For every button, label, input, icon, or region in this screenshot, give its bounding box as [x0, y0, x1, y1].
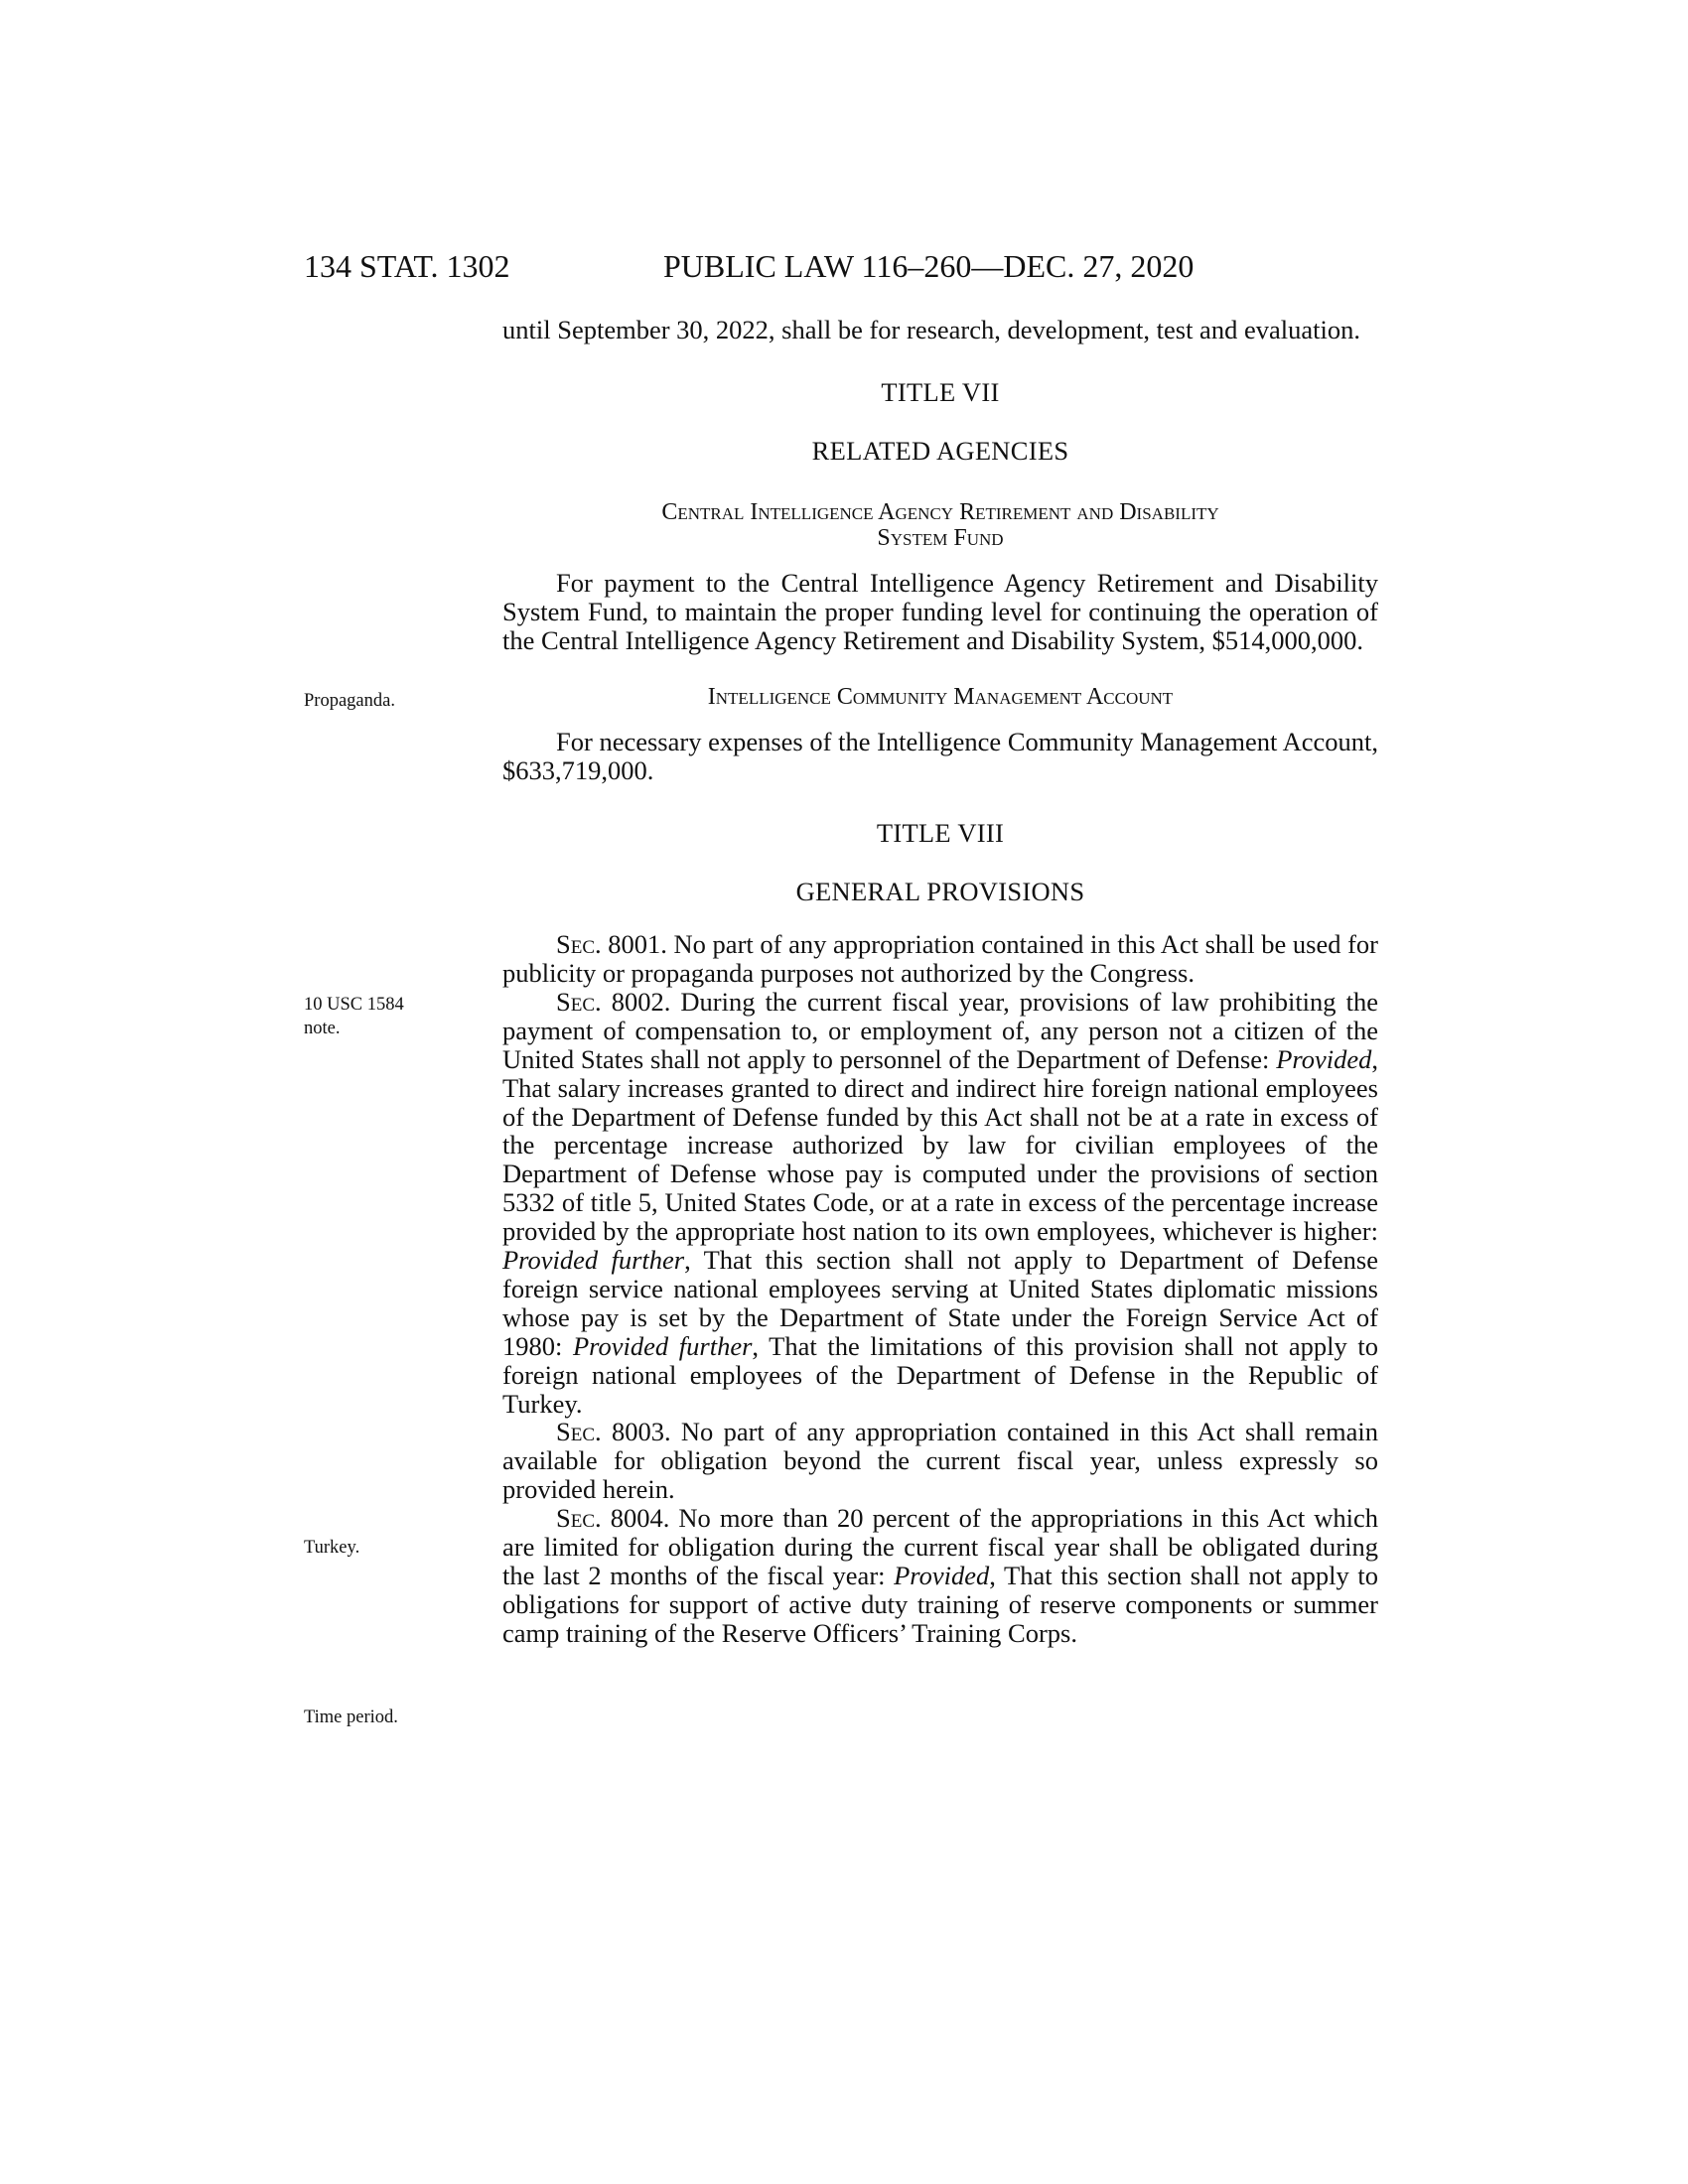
general-provisions-sections: [502, 930, 1378, 1648]
intro-paragraph: until September 30, 2022, shall be for research, development, test and evaluation.: [502, 315, 1360, 344]
section-8004: [502, 1504, 1378, 1648]
section-8001-label: Sec. 8001.: [556, 929, 667, 960]
sidenote-time-period: Time period.: [304, 1707, 398, 1727]
section-8003-text: No part of any appropriation contained in this Act shall remain available for obligation beyond the current fiscal year, unless expressly so provided herein.: [502, 1417, 1378, 1505]
section-8002-provided-further-1: Provided further: [502, 1245, 685, 1276]
related-agencies-heading: RELATED AGENCIES: [811, 435, 1069, 466]
icma-heading: Intelligence Community Management Account: [707, 684, 1174, 711]
document-body: [502, 316, 1378, 1648]
section-8002-text-a: During the current fiscal year, provisions of law prohibiting the payment of compensation to, or employment of, any person not a citizen of the United States shall not apply to personnel of the Department of Defense:: [502, 986, 1378, 1074]
section-8004-provided: Provided: [894, 1561, 990, 1590]
cia-fund-paragraph: For payment to the Central Intelligence Agency Retirement and Disability System Fund, to maintain the proper funding level for continuing the operation of the Central Intelligence Agency Retirement and Disability System, $514,000,000.: [502, 567, 1378, 655]
section-8004-text-b: , That this section shall not apply to obligations for support of active duty training of reserve components or summer camp training of the Reserve Officers’ Training Corps.: [502, 1561, 1378, 1648]
sidenote-usc-line1: 10 USC 1584: [304, 995, 404, 1015]
section-8001-text: No part of any appropriation contained in this Act shall be used for publicity or propaganda purposes not authorized by the Congress.: [502, 929, 1379, 988]
sidenote-usc-line2: note.: [304, 1019, 341, 1038]
section-8002-label: Sec. 8002.: [556, 986, 671, 1017]
section-8002-text-d: , That the limitations of this provision shall not apply to foreign national employees of the Department of Defense in the Republic of Turkey.: [502, 1330, 1379, 1419]
section-8002-text-b: , That salary increases granted to direct and indirect hire foreign national employees of the Department of Defense funded by this Act shall not be at a rate in excess of the percentage increase authorized by law for civilian employees of the Department of Defense whose pay is computed under the provisions of section 5332 of title 5, United States Code, or at a rate in excess of the percentage increase provided by the appropriate host nation to its own employees, whichever is higher:: [502, 1043, 1378, 1247]
section-8004-text-a: No more than 20 percent of the appropriations in this Act which are limited for obligation during the current fiscal year shall be obligated during the last 2 months of the fiscal year:: [502, 1503, 1378, 1590]
icma-paragraph: For necessary expenses of the Intelligence Community Management Account, $633,719,000.: [502, 727, 1378, 786]
section-8002-provided-further-2: Provided further: [573, 1330, 753, 1361]
section-8004-label: Sec. 8004.: [556, 1503, 670, 1534]
section-8002-text-c: , That this section shall not apply to Department of Defense foreign service national employees serving at United States diplomatic missions whose pay is set by the Department of State under the Foreign Service Act of 1980:: [502, 1245, 1379, 1361]
title-vii-heading: TITLE VII: [881, 376, 1000, 407]
title-viii-heading: TITLE VIII: [876, 818, 1005, 849]
statute-page-number: 134 STAT. 1302: [304, 248, 510, 284]
sidenote-propaganda: Propaganda.: [304, 691, 395, 711]
section-8001: [502, 930, 1378, 988]
section-8002: [502, 988, 1378, 1419]
page-header: [304, 244, 1376, 288]
cia-fund-heading-line2: System Fund: [877, 524, 1004, 551]
cia-fund-heading-line1: Central Intelligence Agency Retirement and Disability: [661, 498, 1219, 525]
sidenote-turkey: Turkey.: [304, 1538, 360, 1558]
general-provisions-heading: GENERAL PROVISIONS: [795, 877, 1085, 907]
section-8002-provided: Provided: [1276, 1043, 1372, 1074]
section-8003: [502, 1418, 1378, 1504]
public-law-citation: PUBLIC LAW 116–260—DEC. 27, 2020: [663, 248, 1195, 284]
section-8003-label: Sec. 8003.: [556, 1417, 671, 1447]
cia-fund-heading: [502, 499, 1378, 551]
